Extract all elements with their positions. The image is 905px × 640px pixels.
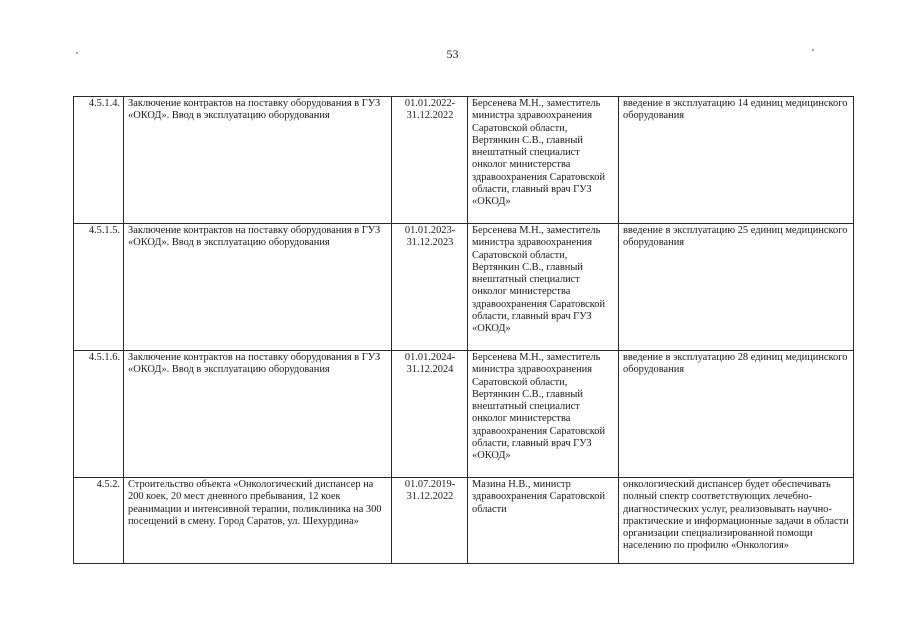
event-description: Заключение контрактов на поставку оборудования в ГУЗ «ОКОД». Ввод в эксплуатацию оборудования <box>124 97 392 224</box>
table-row <box>74 224 854 351</box>
execution-period: 01.01.2022-31.12.2022 <box>392 97 468 224</box>
expected-result: введение в эксплуатацию 25 единиц медицинского оборудования <box>619 224 854 351</box>
expected-result: введение в эксплуатацию 14 единиц медицинского оборудования <box>619 97 854 224</box>
responsible-persons: Берсенева М.Н., заместитель министра здравоохранения Саратовской области, Вертянкин С.В., главный внештатный специалист онколог министерства здравоохранения Саратовской области, главный врач ГУЗ «ОКОД» <box>468 97 619 224</box>
responsible-persons: Берсенева М.Н., заместитель министра здравоохранения Саратовской области, Вертянкин С.В., главный внештатный специалист онколог министерства здравоохранения Саратовской области, главный врач ГУЗ «ОКОД» <box>468 224 619 351</box>
item-number: 4.5.1.4. <box>74 97 124 224</box>
measures-table <box>73 96 854 564</box>
event-description: Заключение контрактов на поставку оборудования в ГУЗ «ОКОД». Ввод в эксплуатацию оборудования <box>124 224 392 351</box>
table-row <box>74 351 854 478</box>
item-number: 4.5.1.6. <box>74 351 124 478</box>
event-description: Заключение контрактов на поставку оборудования в ГУЗ «ОКОД». Ввод в эксплуатацию оборудования <box>124 351 392 478</box>
item-number: 4.5.2. <box>74 478 124 564</box>
scan-speck <box>76 52 78 54</box>
expected-result: введение в эксплуатацию 28 единиц медицинского оборудования <box>619 351 854 478</box>
item-number: 4.5.1.5. <box>74 224 124 351</box>
expected-result: онкологический диспансер будет обеспечивать полный спектр соответствующих лечебно-диагностических услуг, реализовывать научно-практические и информационные задачи в области организации специализированной помощи населению по профилю «Онкология» <box>619 478 854 564</box>
execution-period: 01.01.2023-31.12.2023 <box>392 224 468 351</box>
table-row <box>74 97 854 224</box>
responsible-persons: Мазина Н.В., министр здравоохранения Саратовской области <box>468 478 619 564</box>
execution-period: 01.07.2019-31.12.2022 <box>392 478 468 564</box>
responsible-persons: Берсенева М.Н., заместитель министра здравоохранения Саратовской области, Вертянкин С.В., главный внештатный специалист онколог министерства здравоохранения Саратовской области, главный врач ГУЗ «ОКОД» <box>468 351 619 478</box>
event-description: Строительство объекта «Онкологический диспансер на 200 коек, 20 мест дневного пребывания, 12 коек реанимации и интенсивной терапии, поликлиника на 300 посещений в смену. Город Саратов, ул. Шехурдина» <box>124 478 392 564</box>
table-row <box>74 478 854 564</box>
execution-period: 01.01.2024-31.12.2024 <box>392 351 468 478</box>
page-number: 53 <box>446 47 459 61</box>
scan-speck <box>812 49 814 51</box>
